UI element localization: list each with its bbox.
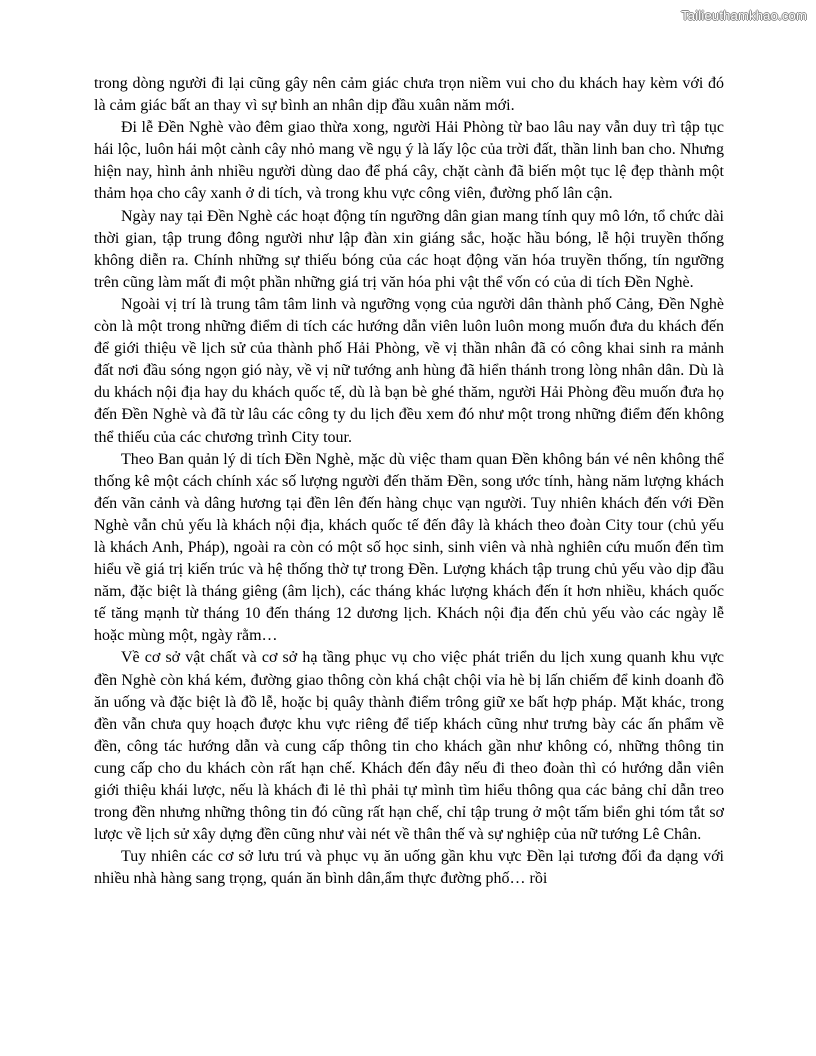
paragraph-4: Ngoài vị trí là trung tâm tâm linh và ngưỡng vọng của người dân thành phố Cảng, Đền Nghè còn là một trong những điểm di tích các hướng dẫn viên luôn luôn mong muốn đưa du khách đến để giới thiệu về lịch sử của thành phố Hải Phòng, về vị thần nhân đã có công khai sinh ra mảnh đất nơi đầu sóng ngọn gió này, về vị nữ tướng anh hùng đã hiển thánh trong lòng nhân dân. Dù là du khách nội địa hay du khách quốc tế, dù là bạn bè ghé thăm, người Hải Phòng đều muốn đưa họ đến Đền Nghè và đã từ lâu các công ty du lịch đều xem đó như một trong những điểm đến không thể thiếu của các chương trình City tour. [94,295,724,446]
paragraph-5: Theo Ban quản lý di tích Đền Nghè, mặc dù việc tham quan Đền không bán vé nên không thể thống kê một cách chính xác số lượng người đến thăm Đền, song ước tính, hàng năm lượng khách đến vãn cảnh và dâng hương tại đền lên đến hàng chục vạn người. Tuy nhiên khách đến với Đền Nghè vẫn chủ yếu là khách nội địa, khách quốc tế đến đây là khách theo đoàn City tour (chủ yếu là khách Anh, Pháp), ngoài ra còn có một số học sinh, sinh viên và nhà nghiên cứu muốn đến tìm hiểu về giá trị kiến trúc và hệ thống thờ tự trong Đền. Lượng khách tập trung chủ yếu vào dịp đầu năm, đặc biệt là tháng giêng (âm lịch), các tháng khác lượng khách đến ít hơn nhiều, khách quốc tế tăng mạnh từ tháng 10 đến tháng 12 dương lịch. Khách nội địa đến chủ yếu vào các ngày lễ hoặc mùng một, ngày rằm… [94,450,724,645]
paragraph-3: Ngày nay tại Đền Nghè các hoạt động tín ngưỡng dân gian mang tính quy mô lớn, tổ chức dài thời gian, tập trung đông người như lập đàn xin giáng sắc, hoặc hầu bóng, lễ hội truyền thống không diễn ra. Chính những sự thiếu bóng của các hoạt động văn hóa truyền thống, tín ngưỡng trên cũng làm mất đi một phần những giá trị văn hóa phi vật thể vốn có của di tích Đền Nghè. [94,207,724,291]
paragraph-6: Về cơ sở vật chất và cơ sở hạ tầng phục vụ cho việc phát triển du lịch xung quanh khu vực đền Nghè còn khá kém, đường giao thông còn khá chật chội vỉa hè bị lấn chiếm để kinh doanh đồ ăn uống và đặc biệt là đồ lễ, hoặc bị quây thành điểm trông giữ xe bất hợp pháp. Mặt khác, trong đền vẫn chưa quy hoạch được khu vực riêng để tiếp khách cũng như trưng bày các ấn phẩm về đền, công tác hướng dẫn và cung cấp thông tin cho khách gần như không có, những thông tin cung cấp cho du khách còn rất hạn chế. Khách đến đây nếu đi theo đoàn thì có hướng dẫn viên giới thiệu khái lược, nếu là khách đi lẻ thì phải tự mình tìm hiểu thông qua các bảng chỉ dẫn treo trong đền nhưng những thông tin đó cũng rất hạn chế, chỉ tập trung ở một tấm biển ghi tóm tắt sơ lược về lịch sử xây dựng đền cũng như vài nét về thân thế và sự nghiệp của nữ tướng Lê Chân. [94,649,724,844]
paragraph-2: Đi lễ Đền Nghè vào đêm giao thừa xong, người Hải Phòng từ bao lâu nay vẫn duy trì tập tục hái lộc, luôn hái một cành cây nhỏ mang về ngụ ý là lấy lộc của trời đất, thần linh ban cho. Nhưng hiện nay, hình ảnh nhiều người dùng dao để phá cây, chặt cành đã biến một tục lệ đẹp thành một thảm họa cho cây xanh ở di tích, và trong khu vực công viên, đường phố lân cận. [94,119,724,203]
watermark-text: Tailieuthamkhao.com [681,8,807,23]
paragraph-1: trong dòng người đi lại cũng gây nên cảm giác chưa trọn niềm vui cho du khách hay kèm với đó là cảm giác bất an thay vì sự bình an nhân dịp đầu xuân năm mới. [94,75,724,115]
document-page [94,73,724,890]
paragraph-7: Tuy nhiên các cơ sở lưu trú và phục vụ ăn uống gần khu vực Đền lại tương đối đa dạng với nhiều nhà hàng sang trọng, quán ăn bình dân,ẩm thực đường phố… rồi [94,848,724,888]
